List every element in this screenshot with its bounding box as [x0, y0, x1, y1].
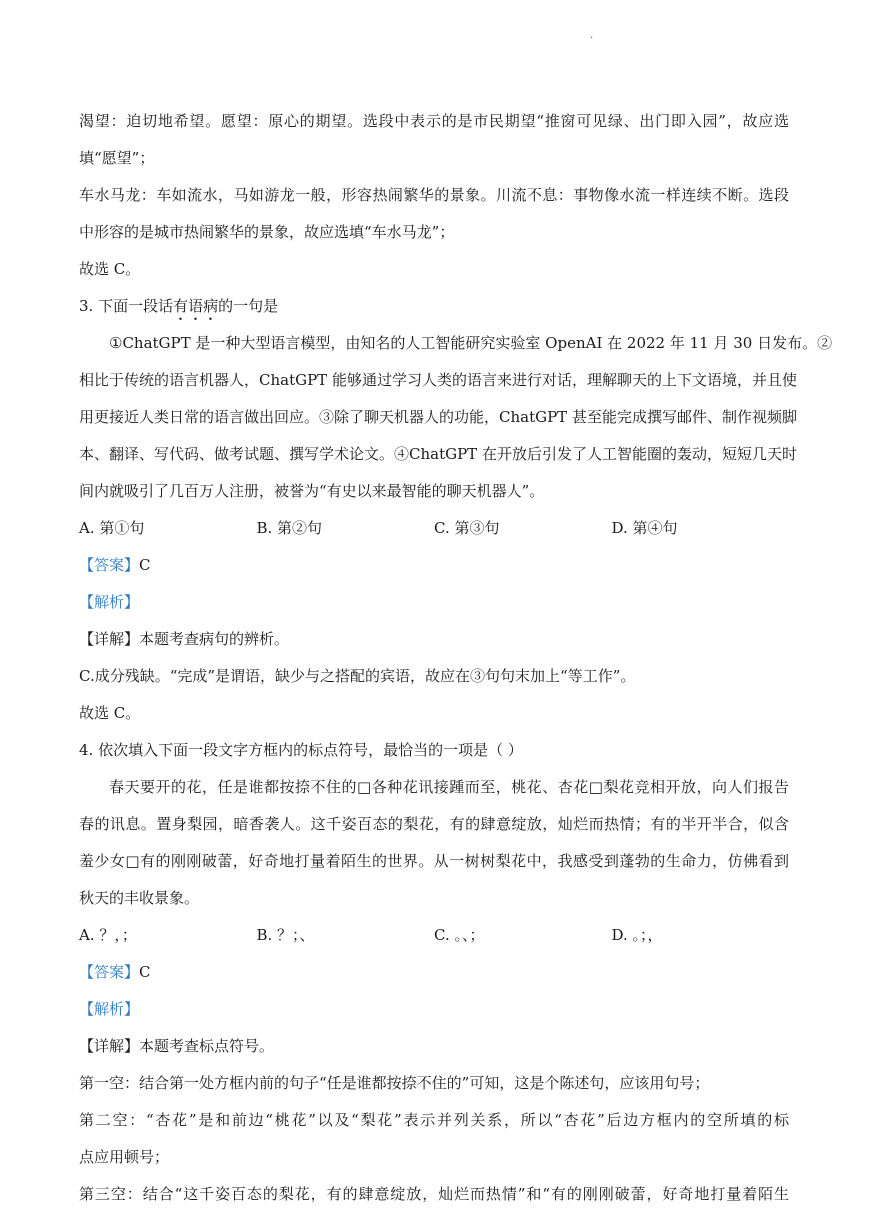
explanation-line: 第一空：结合第一处方框内前的句子“任是谁都按捺不住的”可知，这是个陈述句，应该用句号； — [79, 1074, 710, 1092]
answer-tag: 【答案】 — [79, 963, 140, 981]
detail-line — [79, 1028, 789, 1065]
option-a: A. ？，； — [79, 926, 137, 944]
stem-pre: 3. 下面一段话 — [79, 297, 174, 315]
passage-line: 本、翻译、写代码、做考试题、撰写学术论文。④ChatGPT 在开放后引发了人工智能圈的轰动，短短几天时 — [79, 445, 797, 463]
passage-line: 春天要开的花，任是谁都按捺不住的□各种花讯接踵而至，桃花、杏花□梨花竞相开放，向人们报告 — [109, 778, 789, 796]
analysis-line — [79, 584, 789, 621]
question-3-stem — [79, 288, 789, 325]
text-line: 车水马龙：车如流水，马如游龙一般，形容热闹繁华的景象。川流不息：事物像水流一样连续不断。选段 — [79, 186, 789, 204]
conclusion-line: 故选 C。 — [79, 704, 141, 722]
passage-line: 春的讯息。置身梨园，暗香袭人。这千姿百态的梨花，有的肆意绽放，灿烂而热情；有的半开半合，似含 — [79, 815, 789, 833]
stem-emphasis: 有语病 — [173, 297, 219, 315]
question-4-options — [79, 917, 789, 954]
explanation-line: 第二空：“杏花”是和前边“桃花”以及“梨花”表示并列关系，所以“杏花”后边方框内的空所填的标 — [79, 1111, 789, 1129]
detail-tag: 【详解】 — [79, 1037, 140, 1055]
option-a: A. 第①句 — [79, 519, 145, 537]
explanation-line: 点应用顿号； — [79, 1148, 170, 1166]
option-d: D. 。；， — [611, 926, 663, 944]
header-dot: . — [590, 30, 594, 41]
option-b: B. 第②句 — [256, 519, 323, 537]
question-4-stem: 4. 依次填入下面一段文字方框内的标点符号，最恰当的一项是（ ） — [79, 741, 523, 759]
question-3-options — [79, 510, 789, 547]
detail-text: 本题考查病句的辨析。 — [139, 630, 290, 648]
passage-line: 用更接近人类日常的语言做出回应。③除了聊天机器人的功能，ChatGPT 甚至能完成撰写邮件、制作视频脚 — [79, 408, 797, 426]
answer-line — [79, 547, 789, 584]
detail-tag: 【详解】 — [79, 630, 140, 648]
option-c: C. 第③句 — [434, 519, 500, 537]
explanation-line: C.成分残缺。“完成”是谓语，缺少与之搭配的宾语，故应在③句句末加上“等工作”。 — [79, 667, 636, 685]
passage-line: 相比于传统的语言机器人，ChatGPT 能够通过学习人类的语言来进行对话，理解聊天的上下文语境，并且使 — [79, 371, 797, 389]
conclusion-line: 故选 C。 — [79, 260, 141, 278]
passage-line: 秋天的丰收景象。 — [79, 889, 200, 907]
analysis-tag: 【解析】 — [79, 1000, 140, 1018]
answer-value: C — [139, 963, 151, 981]
analysis-line — [79, 991, 789, 1028]
answer-value: C — [139, 556, 151, 574]
text-line: 填“愿望”； — [79, 149, 155, 167]
passage-line: 羞少女□有的刚刚破蕾，好奇地打量着陌生的世界。从一树树梨花中，我感受到蓬勃的生命力，仿佛看到 — [79, 852, 789, 870]
option-c: C. 。、； — [434, 926, 485, 944]
analysis-tag: 【解析】 — [79, 593, 140, 611]
explanation-line: 第三空：结合“这千姿百态的梨花，有的肆意绽放，灿烂而热情”和“有的刚刚破蕾，好奇地打量着陌生 — [79, 1185, 789, 1203]
passage-line: 间内就吸引了几百万人注册，被誉为“有史以来最智能的聊天机器人”。 — [79, 482, 545, 500]
text-line: 渴望：迫切地希望。愿望：原心的期望。选段中表示的是市民期望“推窗可见绿、出门即入园”，故应选 — [79, 112, 789, 130]
option-d: D. 第④句 — [611, 519, 678, 537]
document-page — [79, 103, 833, 1213]
passage-line: ①ChatGPT 是一种大型语言模型，由知名的人工智能研究实验室 OpenAI 在 2022 年 11 月 30 日发布。② — [109, 334, 833, 352]
answer-tag: 【答案】 — [79, 556, 140, 574]
detail-line — [79, 621, 789, 658]
detail-text: 本题考查标点符号。 — [139, 1037, 275, 1055]
option-b: B. ？；、 — [256, 926, 315, 944]
answer-line — [79, 954, 789, 991]
text-line: 中形容的是城市热闹繁华的景象，故应选填“车水马龙”； — [79, 223, 455, 241]
stem-post: 的一句是 — [218, 297, 279, 315]
